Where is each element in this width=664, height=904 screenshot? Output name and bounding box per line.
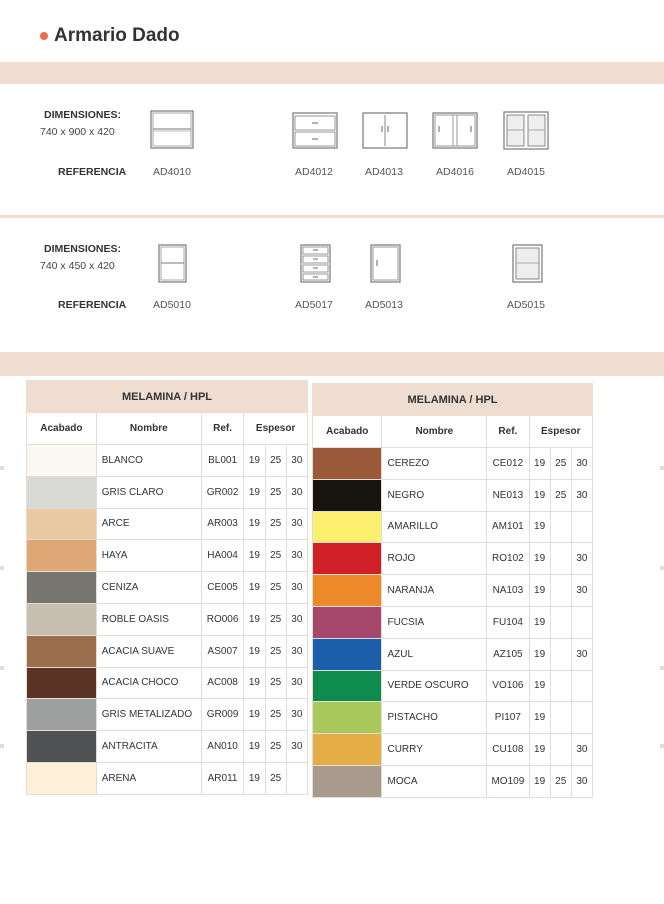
thickness-cell: 19 <box>529 575 550 607</box>
finish-swatch <box>313 670 382 702</box>
dimensions-label: DIMENSIONES: <box>44 109 122 121</box>
thickness-cell: 30 <box>286 603 307 635</box>
finish-ref: VO106 <box>487 670 529 702</box>
finish-name: CURRY <box>382 734 487 766</box>
column-header: Espesor <box>244 413 308 445</box>
single-door-cabinet-icon <box>370 244 402 284</box>
thickness-cell: 30 <box>571 638 592 670</box>
table-row <box>27 635 308 667</box>
thickness-cell <box>550 511 571 543</box>
thickness-cell: 19 <box>529 606 550 638</box>
thickness-cell <box>571 606 592 638</box>
dimensions-value: 740 x 900 x 420 <box>40 126 115 138</box>
thickness-cell: 25 <box>265 508 286 540</box>
finish-name: ANTRACITA <box>96 731 201 763</box>
finish-ref: PI107 <box>487 702 529 734</box>
product-code: AD4016 <box>436 166 474 178</box>
glass-door-cabinet-icon <box>512 244 544 284</box>
finish-swatch <box>27 603 97 635</box>
finish-table-right <box>312 383 593 798</box>
thickness-cell: 30 <box>571 448 592 480</box>
finish-swatch <box>313 479 382 511</box>
glass-door-cabinet-icon <box>503 111 549 151</box>
thickness-cell: 19 <box>529 448 550 480</box>
thickness-cell <box>571 670 592 702</box>
finish-swatch <box>313 448 382 480</box>
open-shelf-cabinet-icon <box>158 244 188 284</box>
table-row <box>313 606 593 638</box>
table-row <box>27 699 308 731</box>
thickness-cell <box>550 734 571 766</box>
finish-name: ROJO <box>382 543 487 575</box>
table-row <box>313 575 593 607</box>
thickness-cell: 25 <box>265 572 286 604</box>
thickness-cell: 25 <box>265 540 286 572</box>
thickness-cell: 25 <box>550 448 571 480</box>
thickness-cell: 19 <box>529 765 550 797</box>
thickness-cell: 25 <box>265 699 286 731</box>
finish-swatch <box>27 445 97 477</box>
thickness-cell: 25 <box>265 603 286 635</box>
finish-swatch <box>313 734 382 766</box>
finish-ref: CE005 <box>201 572 243 604</box>
table-title: MELAMINA / HPL <box>27 381 308 413</box>
bullet-dot-icon <box>40 32 48 40</box>
margin-tick <box>660 466 664 470</box>
table-row <box>27 445 308 477</box>
thickness-cell: 19 <box>244 508 265 540</box>
dimensions-value: 740 x 450 x 420 <box>40 260 115 272</box>
thickness-cell: 25 <box>265 667 286 699</box>
thickness-cell: 30 <box>571 734 592 766</box>
finish-name: NEGRO <box>382 479 487 511</box>
product-code: AD5013 <box>365 299 403 311</box>
column-header: Acabado <box>27 413 97 445</box>
finish-ref: AM101 <box>487 511 529 543</box>
column-header: Ref. <box>487 416 529 448</box>
table-row <box>27 508 308 540</box>
table-row <box>313 479 593 511</box>
table-row <box>313 511 593 543</box>
finish-ref: MO109 <box>487 765 529 797</box>
page-title-wrap <box>40 25 180 47</box>
margin-tick <box>660 566 664 570</box>
thickness-cell: 30 <box>286 572 307 604</box>
thickness-cell: 30 <box>286 667 307 699</box>
finish-ref: CE012 <box>487 448 529 480</box>
thickness-cell: 25 <box>265 445 286 477</box>
thickness-cell <box>286 762 307 794</box>
finish-swatch <box>27 508 97 540</box>
thickness-cell: 30 <box>286 699 307 731</box>
finish-ref: RO102 <box>487 543 529 575</box>
finish-swatch <box>313 765 382 797</box>
table-title: MELAMINA / HPL <box>313 384 593 416</box>
thickness-cell: 19 <box>244 667 265 699</box>
section-band <box>0 62 664 84</box>
finish-name: PISTACHO <box>382 702 487 734</box>
finish-ref: GR009 <box>201 699 243 731</box>
finish-ref: RO006 <box>201 603 243 635</box>
thickness-cell: 19 <box>529 638 550 670</box>
margin-tick <box>660 666 664 670</box>
finish-swatch <box>313 543 382 575</box>
finish-table-left <box>26 380 308 795</box>
finish-name: VERDE OSCURO <box>382 670 487 702</box>
thickness-cell: 30 <box>286 731 307 763</box>
table-row <box>313 765 593 797</box>
thickness-cell <box>550 638 571 670</box>
thickness-cell <box>571 702 592 734</box>
thickness-cell <box>550 543 571 575</box>
finish-ref: CU108 <box>487 734 529 766</box>
finish-name: BLANCO <box>96 445 201 477</box>
column-header: Ref. <box>201 413 243 445</box>
section-band <box>0 352 664 376</box>
table-row <box>27 667 308 699</box>
finish-swatch <box>27 667 97 699</box>
thickness-cell: 19 <box>244 603 265 635</box>
finish-name: ACACIA SUAVE <box>96 635 201 667</box>
thickness-cell: 19 <box>529 511 550 543</box>
thickness-cell: 19 <box>244 476 265 508</box>
product-code: AD4012 <box>295 166 333 178</box>
finish-name: CEREZO <box>382 448 487 480</box>
table-row <box>27 762 308 794</box>
finish-ref: AC008 <box>201 667 243 699</box>
thickness-cell: 19 <box>244 635 265 667</box>
finish-swatch <box>313 575 382 607</box>
thickness-cell: 19 <box>529 543 550 575</box>
thickness-cell: 19 <box>529 670 550 702</box>
product-code: AD5017 <box>295 299 333 311</box>
thickness-cell: 30 <box>571 765 592 797</box>
column-header: Nombre <box>382 416 487 448</box>
finish-name: ACACIA CHOCO <box>96 667 201 699</box>
thickness-cell: 19 <box>244 572 265 604</box>
thickness-cell: 30 <box>286 508 307 540</box>
table-row <box>313 734 593 766</box>
finish-swatch <box>27 699 97 731</box>
thickness-cell: 30 <box>571 543 592 575</box>
finish-name: AZUL <box>382 638 487 670</box>
thickness-cell <box>571 511 592 543</box>
thickness-cell: 19 <box>244 699 265 731</box>
finish-swatch <box>313 638 382 670</box>
finish-ref: AR003 <box>201 508 243 540</box>
finish-ref: BL001 <box>201 445 243 477</box>
finish-ref: NA103 <box>487 575 529 607</box>
double-door-cabinet-icon <box>362 112 408 150</box>
table-row <box>313 543 593 575</box>
finish-ref: AZ105 <box>487 638 529 670</box>
thickness-cell: 25 <box>550 479 571 511</box>
finish-swatch <box>27 476 97 508</box>
finish-name: ROBLE OASIS <box>96 603 201 635</box>
thickness-cell: 30 <box>286 540 307 572</box>
reference-label: REFERENCIA <box>58 299 127 311</box>
table-row <box>313 638 593 670</box>
finish-ref: AS007 <box>201 635 243 667</box>
finish-name: HAYA <box>96 540 201 572</box>
thickness-cell <box>550 575 571 607</box>
finish-ref: GR002 <box>201 476 243 508</box>
thickness-cell <box>550 670 571 702</box>
thickness-cell: 25 <box>265 476 286 508</box>
thickness-cell: 30 <box>571 479 592 511</box>
thickness-cell: 30 <box>571 575 592 607</box>
thickness-cell: 30 <box>286 445 307 477</box>
table-row <box>313 702 593 734</box>
finish-name: NARANJA <box>382 575 487 607</box>
finish-name: ARCE <box>96 508 201 540</box>
margin-tick <box>0 744 4 748</box>
table-row <box>27 540 308 572</box>
table-row <box>313 448 593 480</box>
thickness-cell: 19 <box>529 479 550 511</box>
finish-swatch <box>313 511 382 543</box>
column-header: Acabado <box>313 416 382 448</box>
finish-ref: AN010 <box>201 731 243 763</box>
thickness-cell: 19 <box>529 734 550 766</box>
finish-swatch <box>27 540 97 572</box>
thickness-cell <box>550 702 571 734</box>
margin-tick <box>0 566 4 570</box>
thickness-cell: 19 <box>529 702 550 734</box>
drawer-cabinet-icon <box>292 112 338 150</box>
thickness-cell: 30 <box>286 635 307 667</box>
finish-name: AMARILLO <box>382 511 487 543</box>
thickness-cell: 19 <box>244 762 265 794</box>
finish-swatch <box>313 702 382 734</box>
finish-swatch <box>27 731 97 763</box>
table-row <box>27 476 308 508</box>
table-row <box>27 603 308 635</box>
finish-name: GRIS METALIZADO <box>96 699 201 731</box>
product-code: AD5015 <box>507 299 545 311</box>
thickness-cell: 25 <box>265 635 286 667</box>
product-code: AD4013 <box>365 166 403 178</box>
thickness-cell: 30 <box>286 476 307 508</box>
table-row <box>313 670 593 702</box>
finish-name: GRIS CLARO <box>96 476 201 508</box>
finish-name: FUCSIA <box>382 606 487 638</box>
section-divider <box>0 215 664 218</box>
thickness-cell: 19 <box>244 445 265 477</box>
dimensions-label: DIMENSIONES: <box>44 243 122 255</box>
finish-ref: NE013 <box>487 479 529 511</box>
finish-swatch <box>27 762 97 794</box>
table-row <box>27 572 308 604</box>
drawer-cabinet-icon <box>300 244 332 284</box>
margin-tick <box>0 466 4 470</box>
thickness-cell: 19 <box>244 540 265 572</box>
product-code: AD4015 <box>507 166 545 178</box>
finish-ref: HA004 <box>201 540 243 572</box>
finish-name: MOCA <box>382 765 487 797</box>
margin-tick <box>660 744 664 748</box>
finish-swatch <box>313 606 382 638</box>
finish-ref: AR011 <box>201 762 243 794</box>
sliding-door-cabinet-icon <box>432 112 478 150</box>
thickness-cell <box>550 606 571 638</box>
open-shelf-cabinet-icon <box>150 110 196 150</box>
finish-ref: FU104 <box>487 606 529 638</box>
column-header: Espesor <box>529 416 592 448</box>
thickness-cell: 25 <box>550 765 571 797</box>
product-code: AD4010 <box>153 166 191 178</box>
finish-name: ARENA <box>96 762 201 794</box>
thickness-cell: 19 <box>244 731 265 763</box>
finish-swatch <box>27 572 97 604</box>
finish-swatch <box>27 635 97 667</box>
product-code: AD5010 <box>153 299 191 311</box>
column-header: Nombre <box>96 413 201 445</box>
table-row <box>27 731 308 763</box>
finish-name: CENIZA <box>96 572 201 604</box>
margin-tick <box>0 666 4 670</box>
thickness-cell: 25 <box>265 762 286 794</box>
reference-label: REFERENCIA <box>58 166 127 178</box>
thickness-cell: 25 <box>265 731 286 763</box>
page-title: Armario Dado <box>54 25 180 46</box>
